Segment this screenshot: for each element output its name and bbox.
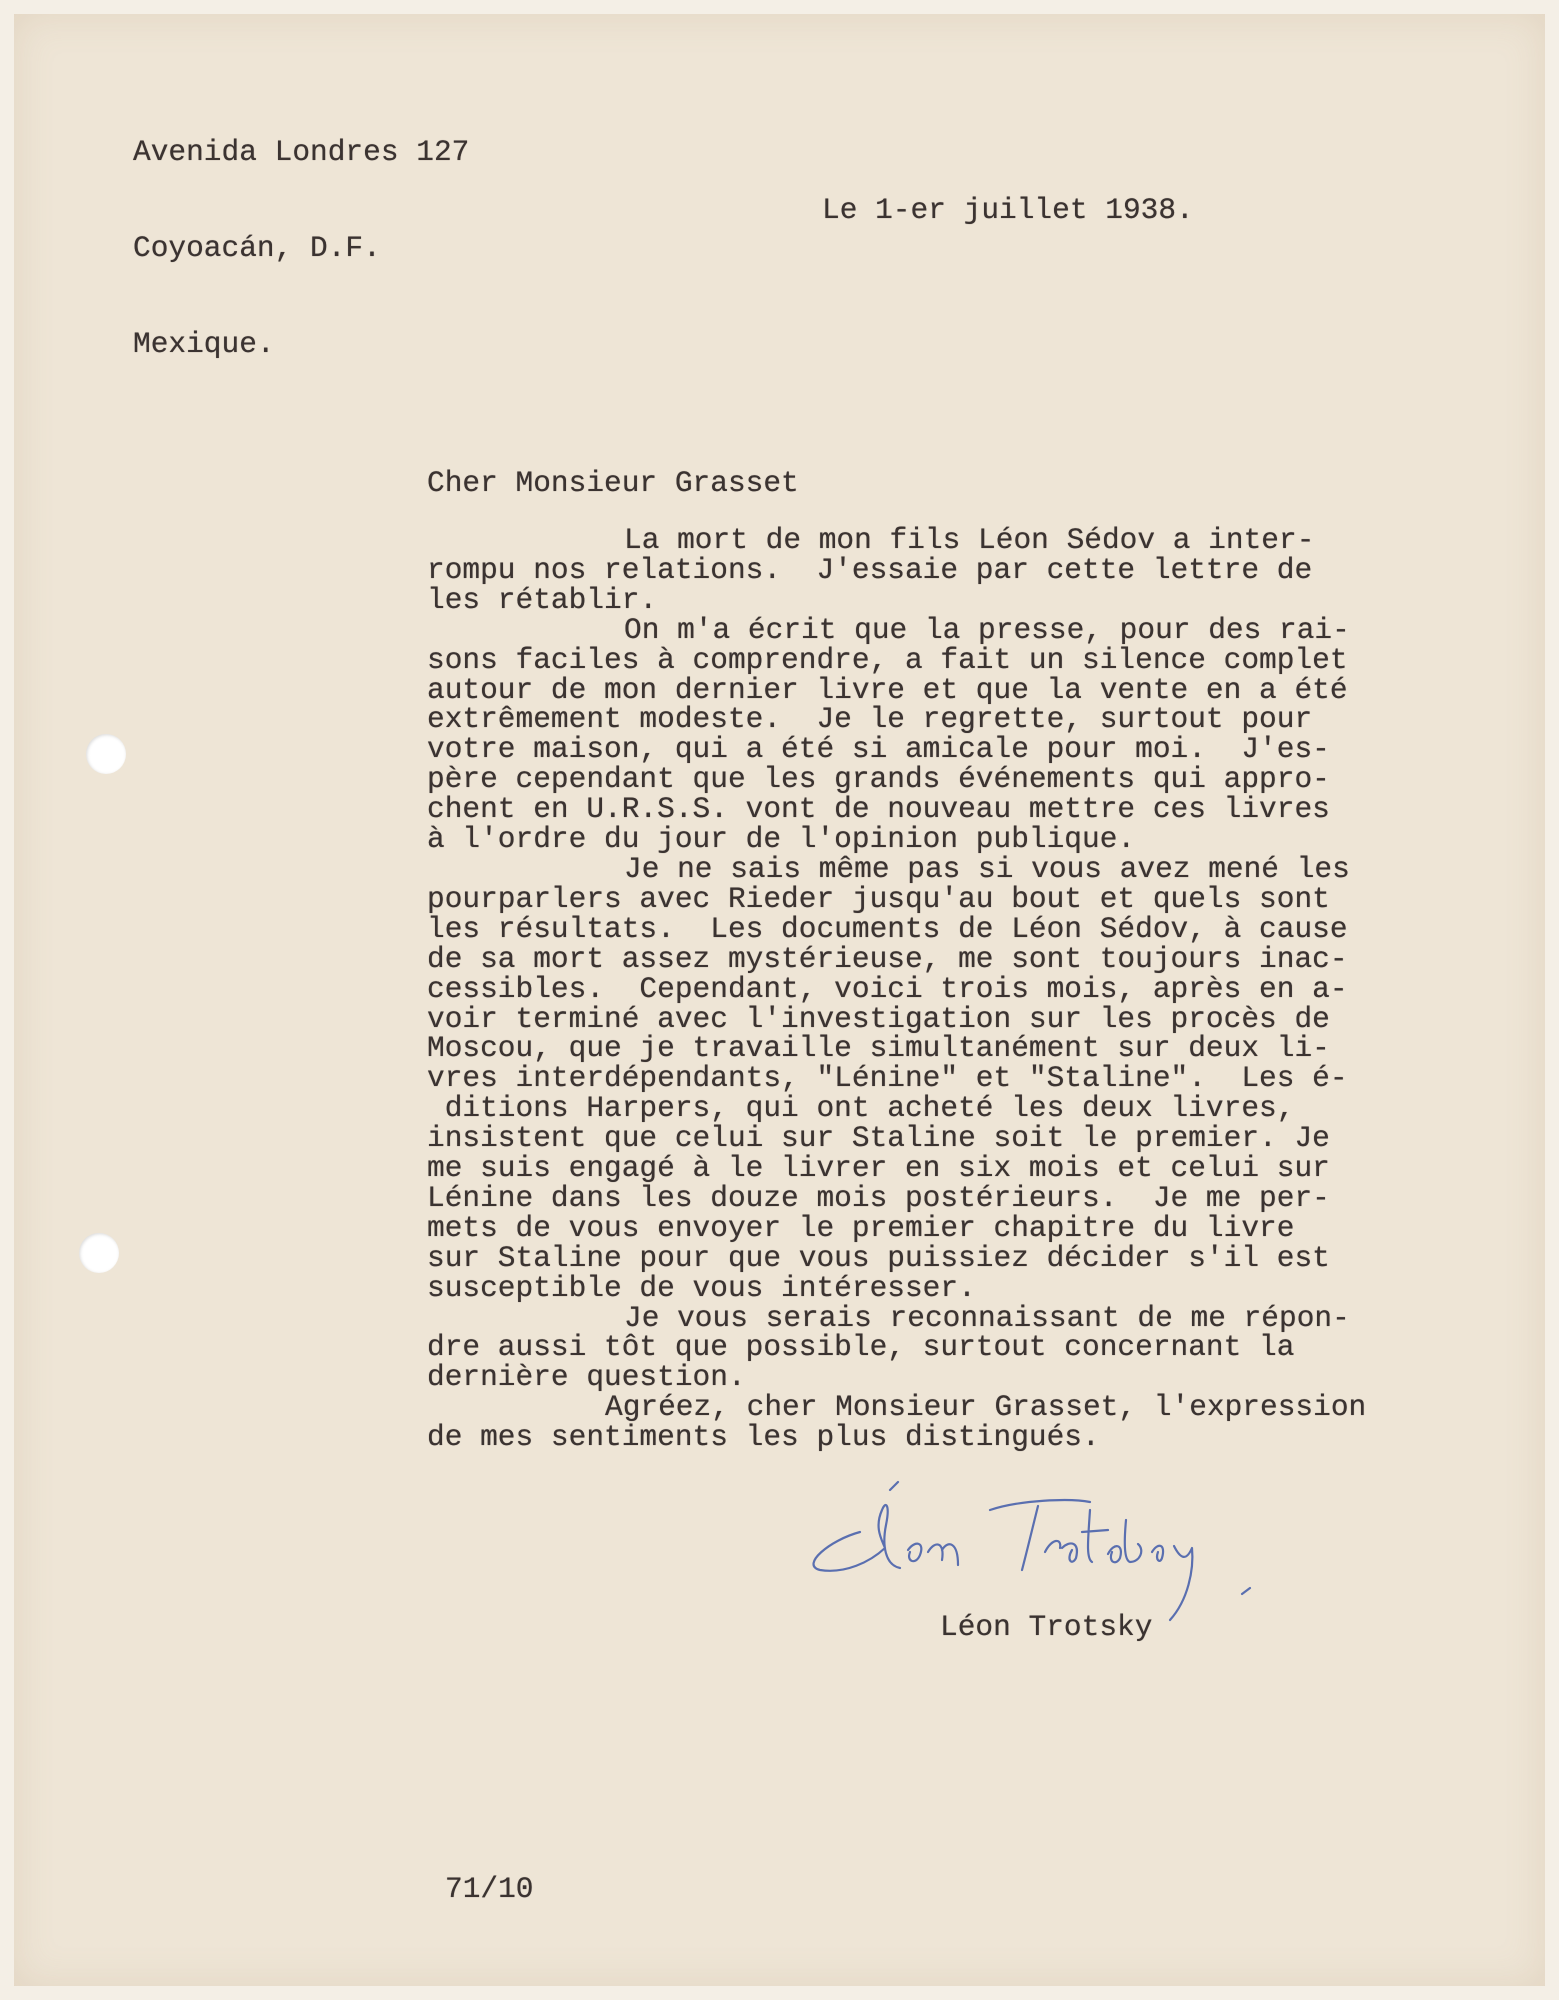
body-line: voir terminé avec l'investigation sur les procès de [427, 1001, 1330, 1036]
body-line: père cependant que les grands événements qui appro- [427, 762, 1330, 797]
body-line: chent en U.R.S.S. vont de nouveau mettre ces livres [427, 792, 1330, 827]
body-line: ditions Harpers, qui ont acheté les deux livres, [427, 1091, 1295, 1126]
body-line: de mes sentiments les plus distingués. [427, 1420, 1100, 1455]
body-line: dernière question. [427, 1360, 746, 1395]
body-line: à l'ordre du jour de l'opinion publique. [427, 822, 1136, 857]
punch-hole [79, 1233, 119, 1273]
sender-address [133, 72, 469, 392]
body-line: Lénine dans les douze mois postérieurs. Je me per- [427, 1180, 1330, 1215]
punch-hole [86, 734, 126, 774]
body-line: extrêmement modeste. Je le regrette, surtout pour [427, 702, 1313, 737]
body-line: de sa mort assez mystérieuse, me sont toujours inac- [427, 941, 1348, 976]
body-line: mets de vous envoyer le premier chapitre du livre [427, 1210, 1295, 1245]
body-line: les rétablir. [427, 582, 658, 617]
body-line: pourparlers avec Rieder jusqu'au bout et quels sont [427, 881, 1330, 916]
body-line: On m'a écrit que la presse, pour des rai- [624, 612, 1350, 647]
typed-signature-name: Léon Trotsky [940, 1610, 1153, 1644]
body-line: Agréez, cher Monsieur Grasset, l'expression [605, 1390, 1367, 1425]
body-line: La mort de mon fils Léon Sédov a inter- [624, 523, 1315, 557]
letter-date: Le 1-er juillet 1938. [822, 193, 1194, 227]
body-line: vres interdépendants, "Lénine" et "Staline". Les é- [427, 1061, 1348, 1096]
body-line: Moscou, que je travaille simultanément sur deux li- [427, 1031, 1330, 1066]
body-line: votre maison, qui a été si amicale pour moi. J'es- [427, 732, 1330, 767]
body-line: cessibles. Cependant, voici trois mois, après en a- [427, 971, 1348, 1006]
body-line: Je ne sais même pas si vous avez mené les [624, 851, 1350, 886]
address-line: Coyoacán, D.F. [133, 231, 381, 265]
body-line: les résultats. Les documents de Léon Sédov, à cause [427, 911, 1348, 946]
body-line: me suis engagé à le livrer en six mois et celui sur [427, 1151, 1330, 1186]
body-line: susceptible de vous intéresser. [427, 1270, 976, 1305]
body-line: autour de mon dernier livre et que la vente en a été [427, 672, 1348, 707]
letter-body [427, 523, 1367, 1455]
salutation: Cher Monsieur Grasset [427, 466, 799, 500]
address-line: Avenida Londres 127 [133, 135, 470, 169]
address-line: Mexique. [133, 327, 275, 361]
body-line: rompu nos relations. J'essaie par cette lettre de [427, 552, 1313, 587]
body-line: sons faciles à comprendre, a fait un silence complet [427, 642, 1348, 677]
body-line: sur Staline pour que vous puissiez décider s'il est [427, 1240, 1330, 1275]
body-line: dre aussi tôt que possible, surtout concernant la [427, 1330, 1295, 1365]
reference-number: 71/10 [445, 1872, 534, 1906]
body-line: insistent que celui sur Staline soit le premier. Je [427, 1121, 1330, 1156]
body-line: Je vous serais reconnaissant de me répon- [624, 1300, 1350, 1335]
